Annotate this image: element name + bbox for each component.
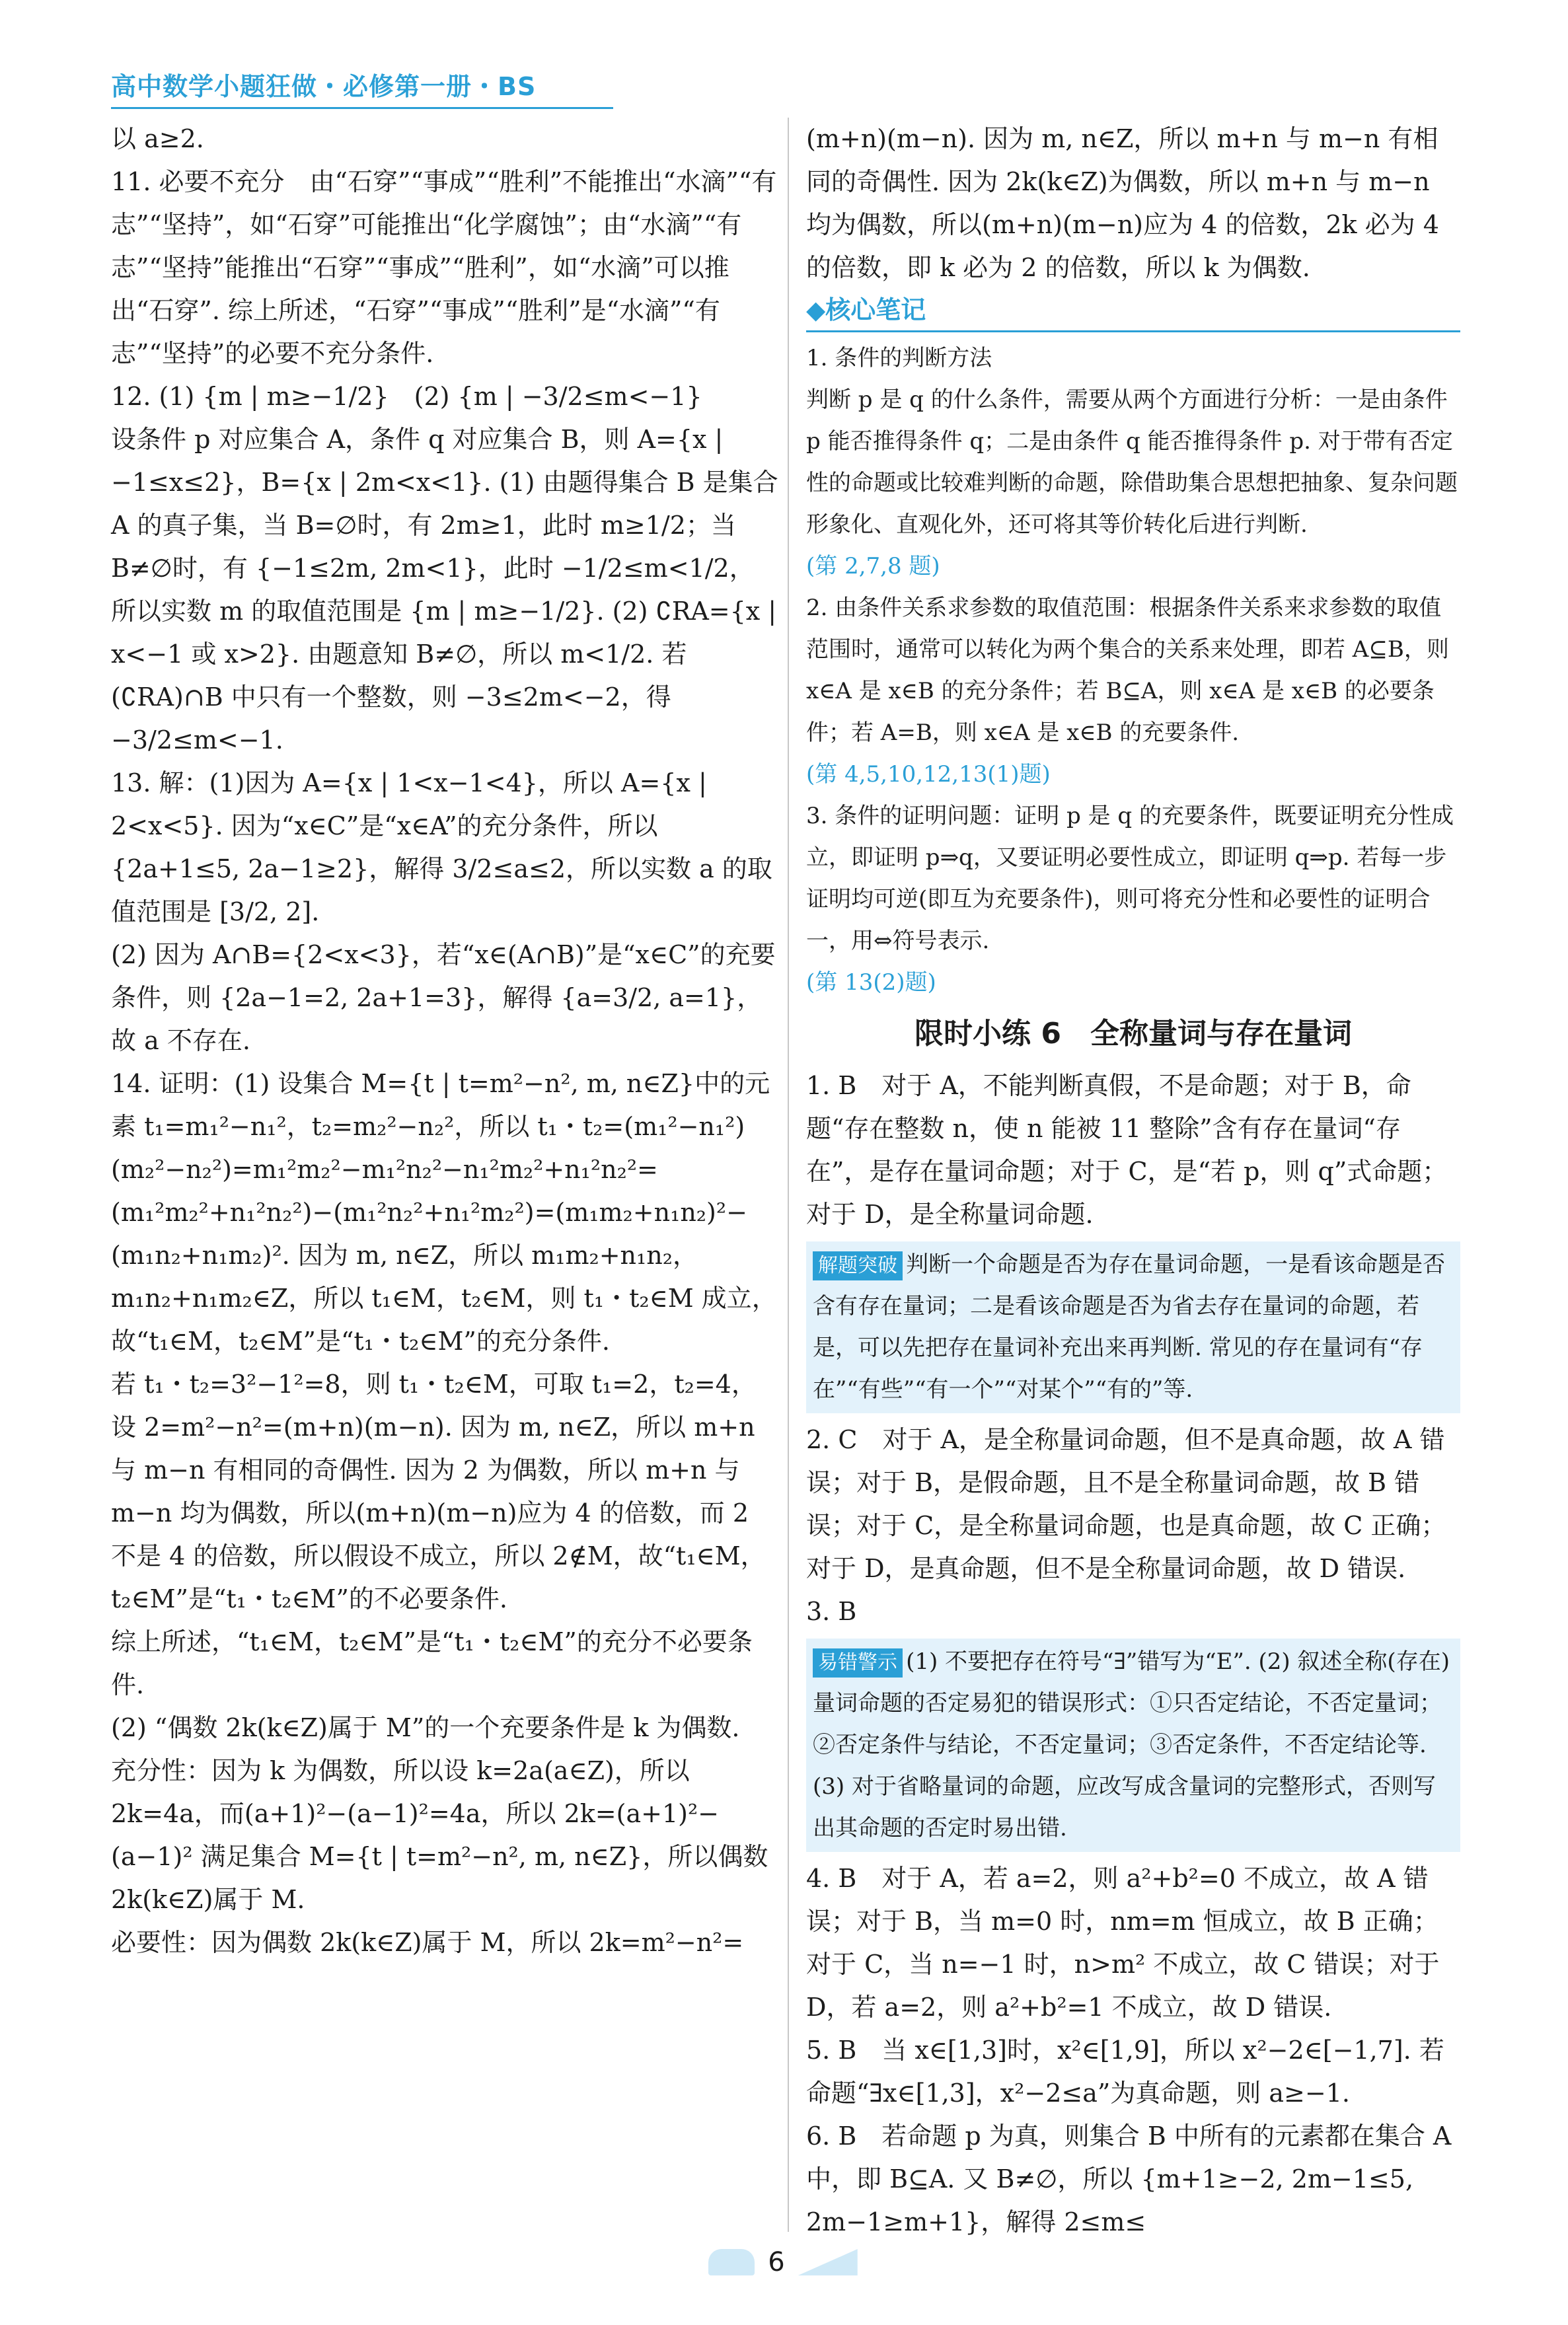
- page-footer: [681, 2241, 885, 2283]
- note-1-ref: (第 2,7,8 题): [806, 553, 940, 579]
- note-1-title: 1. 条件的判断方法: [806, 345, 992, 371]
- tip-text-warning: (1) 不要把存在符号“∃”错写为“E”. (2) 叙述全称(存在)量词命题的否定易犯的错误形式：①只否定结论，不否定量词；②否定条件与结论，不否定量词；③否定条件，不否定结论等. (3) 对于省略量词的命题，应改写成含量词的完整形式，否则写出其命题的否定时易出错.: [813, 1648, 1450, 1841]
- answer-q4: 4. B 对于 A，若 a=2，则 a²+b²=0 不成立，故 A 错误；对于 B，当 m=0 时，nm=m 恒成立，故 B 正确；对于 C，当 n=−1 时，n>m² 不成立，故 C 错误；对于 D，若 a=2，则 a²+b²=1 不成立，故 D 错误.: [806, 1864, 1440, 2022]
- tip-box-warning: [806, 1639, 1460, 1852]
- tip-box-solve: [806, 1241, 1460, 1413]
- note-2-ref: (第 4,5,10,12,13(1)题): [806, 761, 1051, 788]
- answer-q2: 2. C 对于 A，是全称量词命题，但不是真命题，故 A 错误；对于 B，是假命题，且不是全称量词命题，故 B 错误；对于 C，是全称量词命题，也是真命题，故 C 正确；对于 D，是真命题，但不是全称量词命题，故 D 错误.: [806, 1425, 1446, 1583]
- set-square-icon: [798, 2249, 858, 2275]
- answer-text: 以 a≥2.: [111, 124, 204, 153]
- answer-14-summary: 综上所述，“t₁∈M，t₂∈M”是“t₁・t₂∈M”的充分不必要条件.: [111, 1627, 753, 1699]
- answer-14-continued: (m+n)(m−n). 因为 m, n∈Z，所以 m+n 与 m−n 有相同的奇偶性. 因为 2k(k∈Z)为偶数，所以 m+n 与 m−n 均为偶数，所以(m+n)(m−n)应为 4 的倍数，2k 必为 4 的倍数，即 k 必为 2 的倍数，所以 k 为偶数.: [806, 124, 1439, 282]
- answer-13-part2: (2) 因为 A∩B={2<x<3}，若“x∈(A∩B)”是“x∈C”的充要条件，则 {2a−1=2, 2a+1=3}，解得 {a=3/2, a=1}，故 a 不存在.: [111, 940, 776, 1055]
- note-2-body: 2. 由条件关系求参数的取值范围：根据条件关系来求参数的取值范围时，通常可以转化为两个集合的关系来处理，即若 A⊆B，则 x∈A 是 x∈B 的充分条件；若 B⊆A，则 x∈A 是 x∈B 的必要条件；若 A=B，则 x∈A 是 x∈B 的充要条件.: [806, 595, 1449, 746]
- tip-tag-solve: 解题突破: [813, 1251, 903, 1280]
- answer-14-part2: (2) “偶数 2k(k∈Z)属于 M”的一个充要条件是 k 为偶数.: [111, 1713, 740, 1742]
- section-title: 限时小练 6 全称量词与存在量词: [915, 1017, 1352, 1051]
- tip-tag-warning: 易错警示: [813, 1648, 903, 1678]
- answer-14-necessity: 必要性：因为偶数 2k(k∈Z)属于 M，所以 2k=m²−n²=: [111, 1928, 744, 1957]
- answer-q1: 1. B 对于 A，不能判断真假，不是命题；对于 B，命题“存在整数 n，使 n 能被 11 整除”含有存在量词“存在”，是存在量词命题；对于 C，是“若 p，则 q”式命题；对于 D，是全称量词命题.: [806, 1071, 1448, 1229]
- answer-q3: 3. B: [806, 1597, 857, 1626]
- protractor-icon: [708, 2249, 755, 2275]
- note-3-body: 3. 条件的证明问题：证明 p 是 q 的充要条件，既要证明充分性成立，即证明 p⇒q，又要证明必要性成立，即证明 q⇒p. 若每一步证明均可逆(即互为充要条件)，则可将充分性和必要性的证明合一，用⇔符号表示.: [806, 803, 1454, 954]
- answer-12-header: 12. (1) {m | m≥−1/2} (2) {m | −3/2≤m<−1}: [111, 382, 702, 411]
- note-1-body: 判断 p 是 q 的什么条件，需要从两个方面进行分析：一是由条件 p 能否推得条件 q；二是由条件 q 能否推得条件 p. 对于带有否定性的命题或比较难判断的命题，除借助集合思想把抽象、复杂问题形象化、直观化外，还可将其等价转化后进行判断.: [806, 387, 1458, 538]
- right-column: [806, 118, 1460, 2244]
- core-notes-title: ◆核心笔记: [806, 295, 926, 324]
- core-notes-rule: [806, 330, 1460, 332]
- page-header-title: 高中数学小题狂做・必修第一册・BS: [111, 72, 537, 101]
- answer-q5: 5. B 当 x∈[1,3]时，x²∈[1,9]，所以 x²−2∈[−1,7]. 若命题“∃x∈[1,3]，x²−2≤a”为真命题，则 a≥−1.: [806, 2036, 1444, 2108]
- answer-12-body: 设条件 p 对应集合 A，条件 q 对应集合 B，则 A={x | −1≤x≤2}，B={x | 2m<x<1}. (1) 由题得集合 B 是集合 A 的真子集，当 B=∅时，有 2m≥1，此时 m≥1/2；当 B≠∅时，有 {−1≤2m, 2m<1}，此时 −1/2≤m<1/2，所以实数 m 的取值范围是 {m | m≥−1/2}. (2) ∁RA={x | x<−1 或 x>2}. 由题意知 B≠∅，所以 m<1/2. 若(∁RA)∩B 中只有一个整数，则 −3≤2m<−2，得 −3/2≤m<−1.: [111, 425, 778, 755]
- answer-11: 11. 必要不充分 由“石穿”“事成”“胜利”不能推出“水滴”“有志”“坚持”，如“石穿”可能推出“化学腐蚀”；由“水滴”“有志”“坚持”能推出“石穿”“事成”“胜利”，如“水滴”可以推出“石穿”. 综上所述，“石穿”“事成”“胜利”是“水滴”“有志”“坚持”的必要不充分条件.: [111, 167, 777, 368]
- core-notes: [806, 289, 1460, 1004]
- header-rule: [111, 107, 613, 109]
- answer-14-sufficiency: 充分性：因为 k 为偶数，所以设 k=2a(a∈Z)，所以 2k=4a，而(a+1)²−(a−1)²=4a，所以 2k=(a+1)²−(a−1)² 满足集合 M={t | t=m²−n², m, n∈Z}，所以偶数 2k(k∈Z)属于 M.: [111, 1756, 768, 1914]
- answer-13-part1: 13. 解：(1)因为 A={x | 1<x−1<4}，所以 A={x | 2<x<5}. 因为“x∈C”是“x∈A”的充分条件，所以 {2a+1≤5, 2a−1≥2}，解得 3/2≤a≤2，所以实数 a 的取值范围是 [3/2, 2].: [111, 768, 772, 926]
- left-column: [111, 118, 778, 1964]
- note-3-ref: (第 13(2)题): [806, 969, 936, 996]
- answer-14-part1: 14. 证明：(1) 设集合 M={t | t=m²−n², m, n∈Z}中的元素 t₁=m₁²−n₁²，t₂=m₂²−n₂²，所以 t₁・t₂=(m₁²−n₁²)(m₂²−n₂²)=m₁²m₂²−m₁²n₂²−n₁²m₂²+n₁²n₂²=(m₁²m₂²+n₁²n₂²)−(m₁²n₂²+n₁²m₂²)=(m₁m₂+n₁n₂)²−(m₁n₂+n₁m₂)². 因为 m, n∈Z，所以 m₁m₂+n₁n₂，m₁n₂+n₁m₂∈Z，所以 t₁∈M，t₂∈M，则 t₁・t₂∈M 成立，故“t₁∈M，t₂∈M”是“t₁・t₂∈M”的充分条件.: [111, 1069, 777, 1356]
- tip-text-solve: 判断一个命题是否为存在量词命题，一是看该命题是否含有存在量词；二是看该命题是否为省去存在量词的命题，若是，可以先把存在量词补充出来再判断. 常见的存在量词有“存在”“有些”“有一个”“对某个”“有的”等.: [813, 1251, 1446, 1403]
- page-number: 6: [768, 2247, 785, 2277]
- answer-q6: 6. B 若命题 p 为真，则集合 B 中所有的元素都在集合 A 中，即 B⊆A. 又 B≠∅，所以 {m+1≥−2, 2m−1≤5, 2m−1≥m+1}，解得 2≤m≤: [806, 2122, 1452, 2236]
- answer-14-counterexample: 若 t₁・t₂=3²−1²=8，则 t₁・t₂∈M，可取 t₁=2，t₂=4，设 2=m²−n²=(m+n)(m−n). 因为 m, n∈Z，所以 m+n 与 m−n 有相同的奇偶性. 因为 2 为偶数，所以 m+n 与 m−n 均为偶数，所以(m+n)(m−n)应为 4 的倍数，而 2 不是 4 的倍数，所以假设不成立，所以 2∉M，故“t₁∈M，t₂∈M”是“t₁・t₂∈M”的不必要条件.: [111, 1370, 766, 1613]
- column-divider: [788, 118, 789, 2232]
